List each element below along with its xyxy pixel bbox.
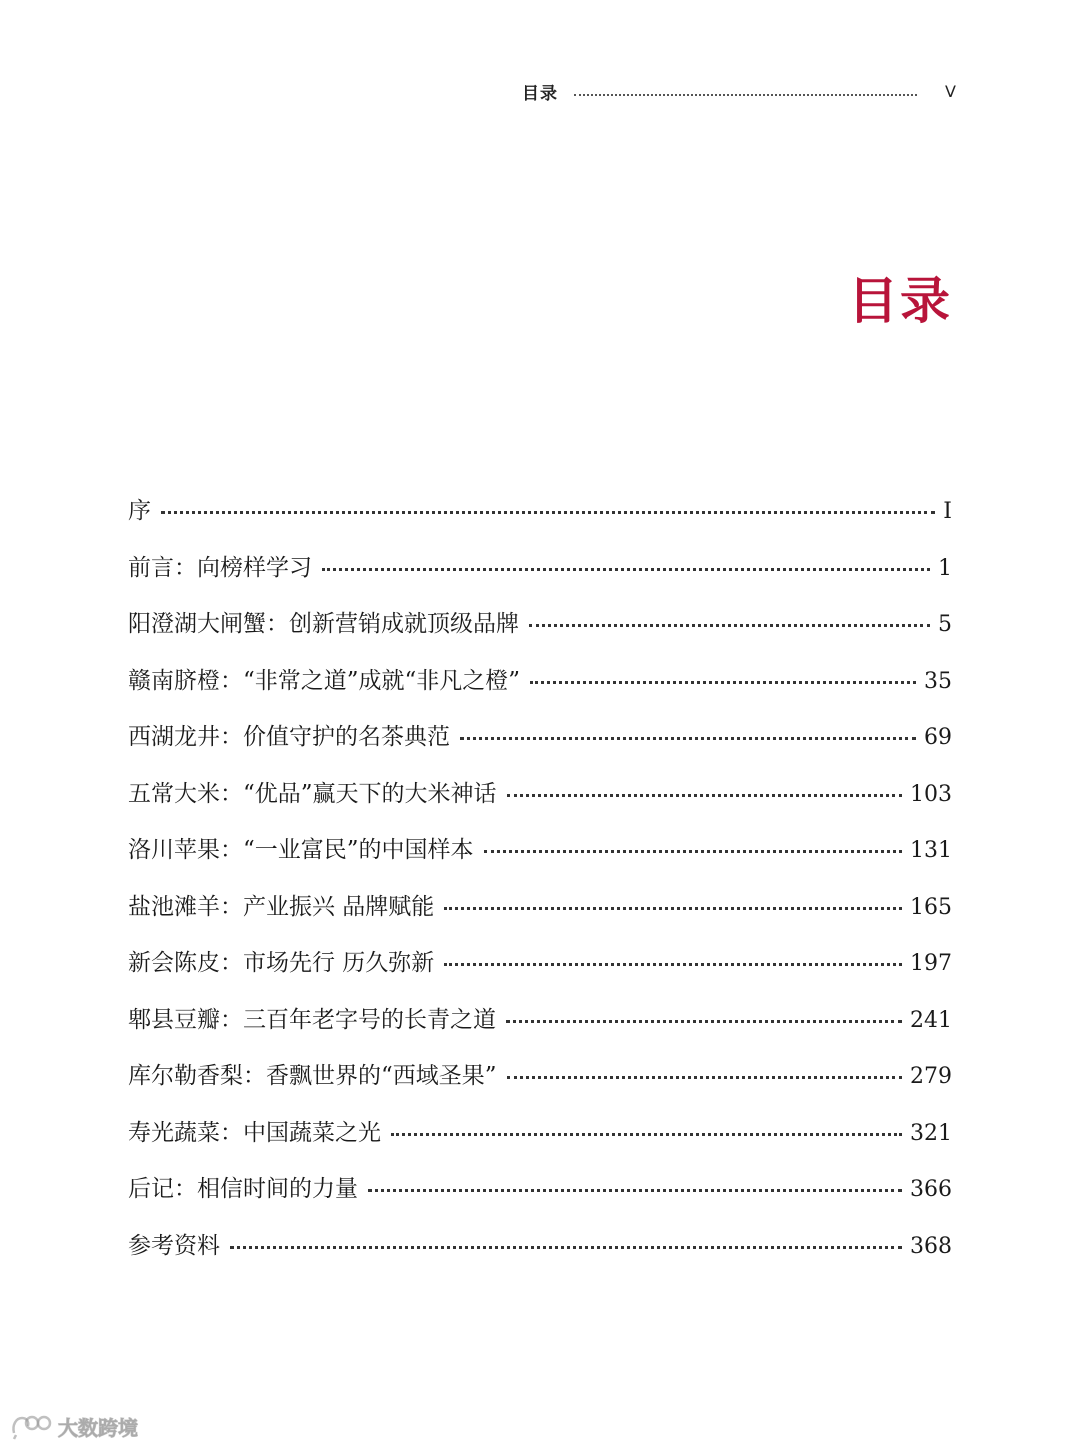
chat-bubbles-logo-icon [10, 1413, 52, 1441]
toc-entry[interactable] [128, 605, 952, 662]
toc-dot-leader [230, 1246, 902, 1249]
toc-entry-page: 321 [910, 1120, 952, 1146]
toc-dot-leader [322, 568, 930, 571]
toc-dot-leader [507, 1076, 902, 1079]
toc-entry-page: 197 [910, 951, 952, 976]
toc-entry-page: 279 [910, 1064, 952, 1089]
toc-entry[interactable] [128, 944, 952, 1001]
toc-dot-leader [444, 963, 902, 966]
watermark-text: 大数跨境 [58, 1416, 138, 1440]
toc-dot-leader [368, 1189, 902, 1192]
toc-entry-page: 5 [938, 612, 952, 637]
toc-entry-title: 寿光蔬菜：中国蔬菜之光 [128, 1119, 381, 1146]
toc-dot-leader [484, 850, 902, 853]
toc-entry-title: 新会陈皮：市场先行 历久弥新 [128, 950, 435, 976]
toc-entry[interactable] [128, 1114, 952, 1171]
toc-dot-leader [530, 681, 916, 684]
toc-entry[interactable] [128, 888, 952, 945]
toc-entry[interactable] [128, 492, 952, 549]
toc-entry-page: 1 [938, 555, 952, 581]
toc-entry-title: 赣南脐橙：“非常之道”成就“非凡之橙” [128, 667, 521, 694]
toc-entry[interactable] [128, 775, 952, 832]
running-header [522, 78, 956, 104]
toc-entry-title: 阳澄湖大闸蟹：创新营销成就顶级品牌 [128, 611, 519, 637]
toc-entry-title: 西湖龙井：价值守护的名茶典范 [128, 724, 450, 750]
toc-entry[interactable] [128, 718, 952, 775]
toc-entry-page: 241 [910, 1007, 952, 1033]
toc-entry[interactable] [128, 662, 952, 719]
toc-entry-page: 131 [910, 838, 952, 863]
toc-dot-leader [444, 907, 902, 910]
toc-entry[interactable] [128, 1227, 952, 1284]
toc-dot-leader [529, 624, 930, 627]
table-of-contents [128, 492, 952, 1283]
toc-dot-leader [460, 737, 916, 740]
watermark [10, 1412, 138, 1441]
toc-entry[interactable] [128, 1170, 952, 1227]
toc-entry-page: 165 [910, 894, 952, 920]
toc-entry-title: 序 [128, 498, 151, 524]
toc-entry-title: 五常大米：“优品”赢天下的大米神话 [128, 780, 497, 807]
page-title: 目录 [848, 272, 952, 330]
toc-dot-leader [161, 511, 935, 514]
toc-entry[interactable] [128, 831, 952, 888]
toc-entry-title: 参考资料 [128, 1232, 220, 1259]
toc-entry-title: 库尔勒香梨：香飘世界的“西域圣果” [128, 1063, 497, 1089]
running-header-leader [574, 94, 917, 96]
toc-entry[interactable] [128, 549, 952, 606]
toc-entry-title: 洛川苹果：“一业富民”的中国样本 [128, 837, 474, 863]
toc-entry-title: 前言：向榜样学习 [128, 554, 312, 581]
toc-entry-page: 103 [910, 781, 952, 807]
toc-dot-leader [507, 794, 902, 797]
toc-entry[interactable] [128, 1057, 952, 1114]
toc-dot-leader [506, 1020, 902, 1023]
toc-entry-page: 368 [910, 1233, 952, 1259]
toc-entry-page: 35 [924, 668, 952, 694]
running-header-page-number: V [945, 81, 956, 101]
toc-entry-page: 69 [924, 725, 952, 750]
running-header-title: 目录 [522, 83, 558, 104]
toc-entry-page: I [943, 499, 952, 524]
toc-entry-title: 后记：相信时间的力量 [128, 1176, 358, 1202]
toc-entry-page: 366 [910, 1177, 952, 1202]
toc-entry[interactable] [128, 1001, 952, 1058]
toc-dot-leader [391, 1133, 902, 1136]
toc-entry-title: 郫县豆瓣：三百年老字号的长青之道 [128, 1006, 496, 1033]
toc-entry-title: 盐池滩羊：产业振兴 品牌赋能 [128, 893, 435, 920]
